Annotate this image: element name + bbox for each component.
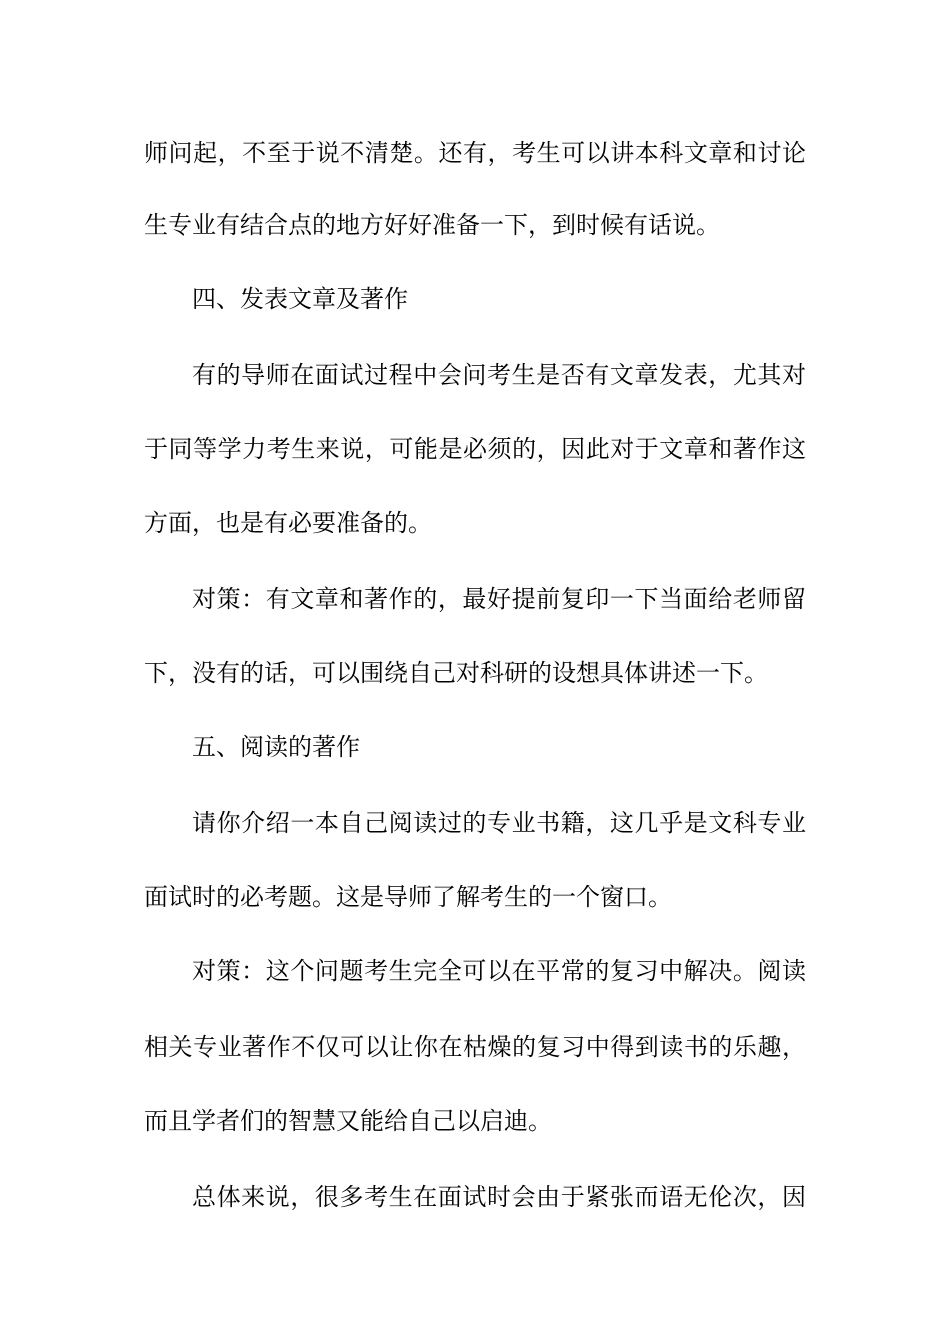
paragraph-line: 对策：有文章和著作的，最好提前复印一下当面给老师留 [192, 585, 806, 613]
section-heading: 五、阅读的著作 [192, 733, 360, 761]
paragraph-line: 生专业有结合点的地方好好准备一下，到时候有话说。 [144, 211, 720, 239]
paragraph-line: 师问起，不至于说不清楚。还有，考生可以讲本科文章和讨论 [144, 139, 806, 167]
section-heading: 四、发表文章及著作 [192, 285, 408, 313]
paragraph-line: 有的导师在面试过程中会问考生是否有文章发表，尤其对 [192, 361, 806, 389]
paragraph-line: 相关专业著作不仅可以让你在枯燥的复习中得到读书的乐趣， [144, 1033, 806, 1061]
paragraph-line: 下，没有的话，可以围绕自己对科研的设想具体讲述一下。 [144, 659, 768, 687]
paragraph-line: 请你介绍一本自己阅读过的专业书籍，这几乎是文科专业 [192, 809, 806, 837]
paragraph-line: 方面，也是有必要准备的。 [144, 509, 432, 537]
paragraph-line: 于同等学力考生来说，可能是必须的，因此对于文章和著作这 [144, 435, 806, 463]
paragraph-line: 而且学者们的智慧又能给自己以启迪。 [144, 1107, 552, 1135]
paragraph-line: 面试时的必考题。这是导师了解考生的一个窗口。 [144, 883, 672, 911]
paragraph-line: 总体来说，很多考生在面试时会由于紧张而语无伦次，因 [192, 1183, 806, 1211]
paragraph-line: 对策：这个问题考生完全可以在平常的复习中解决。阅读 [192, 957, 806, 985]
